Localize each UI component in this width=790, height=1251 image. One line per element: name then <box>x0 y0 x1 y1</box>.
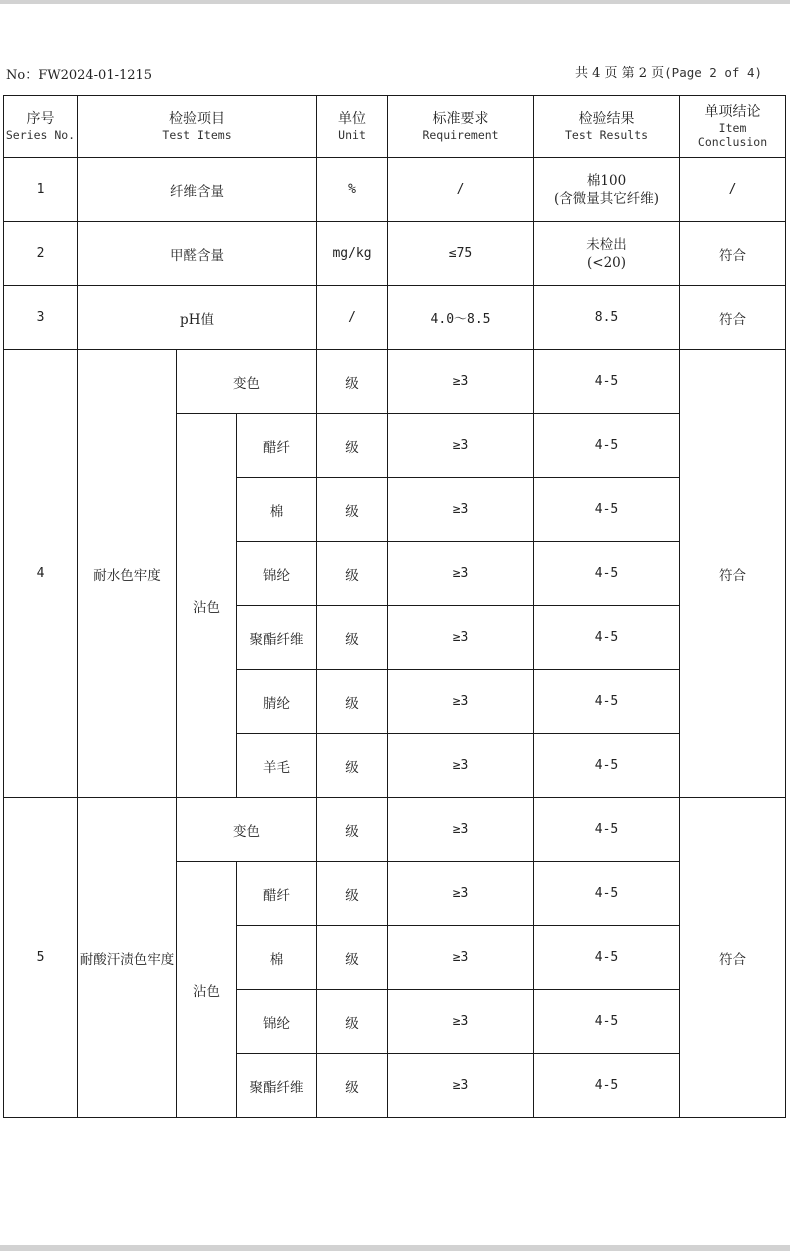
unit-cell: 级 <box>317 798 388 862</box>
result-cell: 8.5 <box>534 286 680 350</box>
unit-cell: 级 <box>317 350 388 414</box>
result-cell: 4-5 <box>534 478 680 542</box>
fiber-name-cell: 棉 <box>237 926 317 990</box>
unit-cell: 级 <box>317 926 388 990</box>
unit-cell: 级 <box>317 990 388 1054</box>
subitem-color-change: 变色 <box>177 798 317 862</box>
conclusion-cell: 符合 <box>680 286 786 350</box>
table-row <box>4 158 786 222</box>
result-cell: 4-5 <box>534 606 680 670</box>
subitem-staining: 沾色 <box>177 414 237 798</box>
header-requirement: 标准要求 Requirement <box>388 96 534 158</box>
requirement-cell: ≥3 <box>388 926 534 990</box>
result-cell: 未检出 (<20) <box>534 222 680 286</box>
table-row <box>4 286 786 350</box>
unit-cell: 级 <box>317 414 388 478</box>
result-cell: 4-5 <box>534 798 680 862</box>
top-border-bar <box>0 0 790 4</box>
unit-cell: 级 <box>317 734 388 798</box>
requirement-cell: ≥3 <box>388 990 534 1054</box>
unit-cell: 级 <box>317 542 388 606</box>
test-item-cell: 纤维含量 <box>78 158 317 222</box>
header-item-conclusion: 单项结论 Item Conclusion <box>680 96 786 158</box>
requirement-cell: ≥3 <box>388 606 534 670</box>
fiber-name-cell: 腈纶 <box>237 670 317 734</box>
unit-cell: 级 <box>317 1054 388 1118</box>
table-row <box>4 798 786 862</box>
conclusion-cell: 符合 <box>680 222 786 286</box>
table-header-row <box>4 96 786 158</box>
series-no-cell: 4 <box>4 350 78 798</box>
header-series-no: 序号 Series No. <box>4 96 78 158</box>
requirement-cell: ≥3 <box>388 670 534 734</box>
requirement-cell: 4.0～8.5 <box>388 286 534 350</box>
series-no-cell: 3 <box>4 286 78 350</box>
subitem-color-change: 变色 <box>177 350 317 414</box>
test-item-cell: 耐酸汗渍色牢度 <box>78 798 177 1118</box>
result-cell: 4-5 <box>534 990 680 1054</box>
result-cell: 4-5 <box>534 734 680 798</box>
conclusion-cell: / <box>680 158 786 222</box>
fiber-name-cell: 聚酯纤维 <box>237 1054 317 1118</box>
requirement-cell: ≥3 <box>388 1054 534 1118</box>
result-cell: 棉100 (含微量其它纤维) <box>534 158 680 222</box>
result-cell: 4-5 <box>534 862 680 926</box>
series-no-cell: 1 <box>4 158 78 222</box>
result-cell: 4-5 <box>534 926 680 990</box>
page-indicator-en: (Page 2 of 4) <box>664 65 762 80</box>
unit-cell: % <box>317 158 388 222</box>
fiber-name-cell: 醋纤 <box>237 862 317 926</box>
fiber-name-cell: 锦纶 <box>237 990 317 1054</box>
series-no-cell: 5 <box>4 798 78 1118</box>
result-cell: 4-5 <box>534 542 680 606</box>
result-cell: 4-5 <box>534 414 680 478</box>
report-number: No：FW2024-01-1215 <box>6 68 153 83</box>
series-no-cell: 2 <box>4 222 78 286</box>
requirement-cell: ≥3 <box>388 734 534 798</box>
table-row <box>4 222 786 286</box>
requirement-cell: ≥3 <box>388 478 534 542</box>
requirement-cell: / <box>388 158 534 222</box>
unit-cell: 级 <box>317 478 388 542</box>
requirement-cell: ≥3 <box>388 798 534 862</box>
unit-cell: / <box>317 286 388 350</box>
fiber-name-cell: 聚酯纤维 <box>237 606 317 670</box>
requirement-cell: ≥3 <box>388 350 534 414</box>
conclusion-cell: 符合 <box>680 798 786 1118</box>
result-cell: 4-5 <box>534 1054 680 1118</box>
requirement-cell: ≤75 <box>388 222 534 286</box>
unit-cell: 级 <box>317 606 388 670</box>
test-item-cell: 甲醛含量 <box>78 222 317 286</box>
requirement-cell: ≥3 <box>388 862 534 926</box>
fiber-name-cell: 羊毛 <box>237 734 317 798</box>
header-test-items: 检验项目 Test Items <box>78 96 317 158</box>
conclusion-cell: 符合 <box>680 350 786 798</box>
unit-cell: mg/kg <box>317 222 388 286</box>
fiber-name-cell: 醋纤 <box>237 414 317 478</box>
unit-cell: 级 <box>317 862 388 926</box>
result-cell: 4-5 <box>534 350 680 414</box>
unit-cell: 级 <box>317 670 388 734</box>
test-results-table <box>3 95 786 1118</box>
bottom-border-bar <box>0 1245 790 1251</box>
requirement-cell: ≥3 <box>388 542 534 606</box>
requirement-cell: ≥3 <box>388 414 534 478</box>
test-item-cell: 耐水色牢度 <box>78 350 177 798</box>
table-row <box>4 350 786 414</box>
page-indicator-cn: 共 4 页 第 2 页 <box>574 66 665 81</box>
header-test-results: 检验结果 Test Results <box>534 96 680 158</box>
page-indicator <box>575 62 762 81</box>
fiber-name-cell: 锦纶 <box>237 542 317 606</box>
result-cell: 4-5 <box>534 670 680 734</box>
subitem-staining: 沾色 <box>177 862 237 1118</box>
fiber-name-cell: 棉 <box>237 478 317 542</box>
header-unit: 单位 Unit <box>317 96 388 158</box>
test-item-cell: pH值 <box>78 286 317 350</box>
